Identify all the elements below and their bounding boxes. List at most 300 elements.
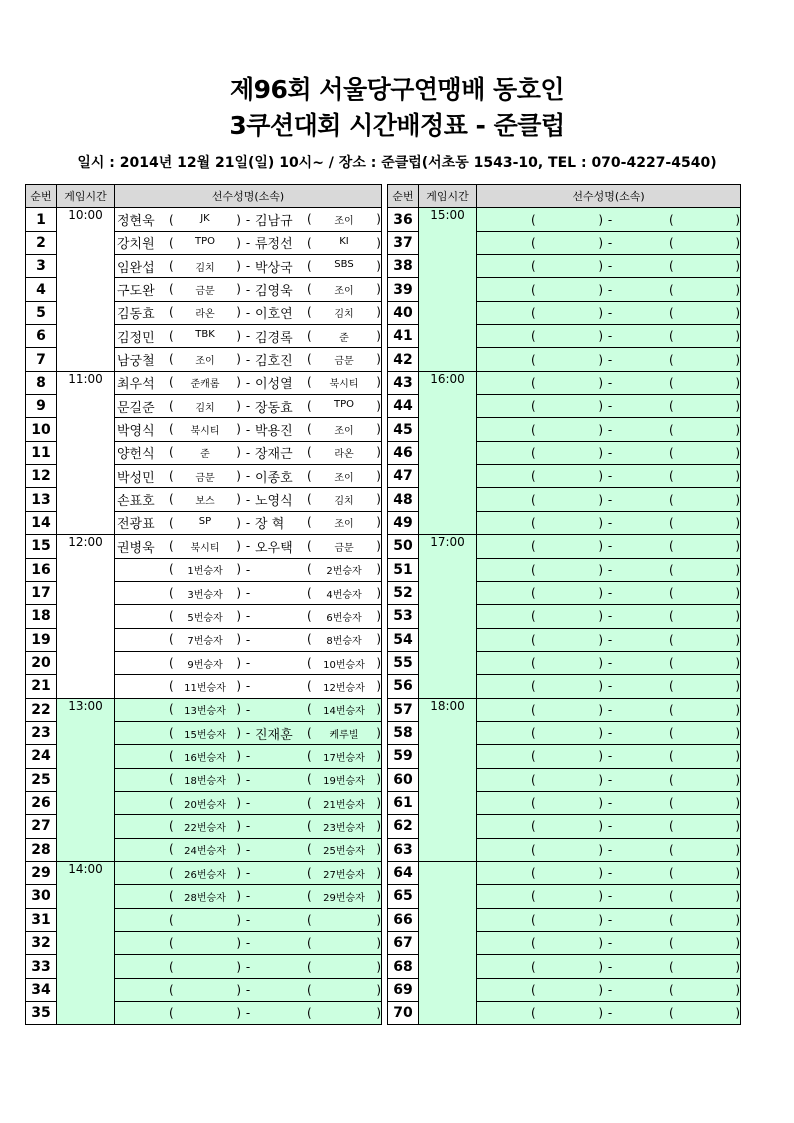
player-2-club (669, 516, 740, 530)
match-slot (477, 372, 740, 394)
match-slot (115, 675, 381, 697)
paren-close: ) (236, 585, 241, 600)
match-players (477, 348, 741, 371)
player-2-club (669, 376, 740, 390)
player-1-club (169, 492, 241, 507)
paren-open: ( (307, 702, 312, 717)
match-players (115, 932, 382, 955)
paren-close: ) (598, 259, 603, 274)
paren-open: ( (669, 586, 674, 601)
club-1: 보스 (195, 496, 215, 508)
player-1-club (169, 609, 241, 624)
versus-dash: - (607, 422, 613, 437)
match-players (115, 885, 382, 908)
match-players (115, 441, 382, 464)
match-slot (477, 769, 740, 791)
order-number: 6 (26, 325, 57, 348)
paren-close: ) (598, 726, 603, 741)
match-slot (115, 839, 381, 861)
paren-close: ) (376, 795, 381, 810)
order-number: 61 (388, 791, 419, 814)
table-row (26, 371, 382, 394)
paren-open: ( (169, 865, 174, 880)
match-players (115, 231, 382, 254)
paren-close: ) (598, 282, 603, 297)
paren-open: ( (669, 726, 674, 741)
paren-open: ( (669, 632, 674, 647)
player-2-club (669, 236, 740, 250)
player-1-club (531, 259, 603, 273)
versus-dash: - (245, 305, 251, 320)
paren-close: ) (735, 445, 740, 460)
paren-open: ( (169, 702, 174, 717)
player-2-club (669, 796, 740, 810)
club-1: 금문 (195, 286, 215, 298)
match-players (115, 348, 382, 371)
table-row (388, 861, 741, 884)
paren-open: ( (669, 866, 674, 881)
player-2-club (669, 493, 740, 507)
match-players (477, 605, 741, 628)
club-1: 20번승자 (184, 799, 226, 811)
paren-open: ( (531, 515, 536, 530)
paren-close: ) (735, 982, 740, 997)
versus-dash: - (607, 259, 613, 274)
versus-dash: - (607, 936, 613, 951)
paren-open: ( (169, 842, 174, 857)
club-2: 금문 (334, 542, 354, 554)
versus-dash: - (607, 819, 613, 834)
match-slot (477, 208, 740, 230)
paren-open: ( (307, 399, 312, 414)
match-players (477, 208, 741, 231)
versus-dash: - (607, 912, 613, 927)
player-1-club (169, 983, 241, 997)
versus-dash: - (245, 539, 251, 554)
versus-dash: - (245, 679, 251, 694)
order-number: 3 (26, 255, 57, 278)
player-2-club (307, 819, 381, 834)
paren-open: ( (169, 655, 174, 670)
match-players (115, 838, 382, 861)
paren-close: ) (236, 655, 241, 670)
player-2-club (307, 445, 381, 460)
paren-open: ( (169, 329, 174, 344)
match-slot (115, 1002, 381, 1024)
match-players (115, 395, 382, 418)
game-time: 16:00 (419, 371, 477, 534)
paren-close: ) (376, 399, 381, 414)
player-2-club (669, 866, 740, 880)
versus-dash: - (607, 539, 613, 554)
paren-close: ) (236, 702, 241, 717)
paren-close: ) (598, 796, 603, 811)
order-number: 18 (26, 605, 57, 628)
table-row (388, 371, 741, 394)
order-number: 39 (388, 278, 419, 301)
match-players (477, 815, 741, 838)
order-number: 8 (26, 371, 57, 394)
paren-open: ( (531, 305, 536, 320)
game-time: 12:00 (57, 535, 115, 698)
versus-dash: - (607, 679, 613, 694)
order-number: 55 (388, 651, 419, 674)
club-1: 조이 (195, 356, 215, 368)
order-number: 54 (388, 628, 419, 651)
match-players (477, 932, 741, 955)
club-1: 북시티 (190, 426, 220, 438)
match-players (115, 488, 382, 511)
player-2-club (307, 375, 381, 390)
paren-close: ) (236, 912, 241, 927)
paren-close: ) (735, 656, 740, 671)
versus-dash: - (245, 702, 251, 717)
game-time: 18:00 (419, 698, 477, 861)
game-time: 10:00 (57, 208, 115, 371)
club-1: 9번승자 (187, 659, 223, 671)
match-players (477, 558, 741, 581)
order-number: 17 (26, 581, 57, 604)
order-number: 15 (26, 535, 57, 558)
order-number: 24 (26, 745, 57, 768)
player-1-name: 양헌식 (117, 447, 155, 463)
match-slot (477, 979, 740, 1001)
club-2: 23번승자 (323, 822, 365, 834)
paren-open: ( (169, 212, 174, 227)
order-number: 48 (388, 488, 419, 511)
order-number: 56 (388, 675, 419, 698)
club-2: 8번승자 (326, 636, 362, 648)
paren-close: ) (735, 515, 740, 530)
player-2-name: 진재훈 (255, 727, 293, 743)
paren-open: ( (307, 212, 312, 227)
paren-open: ( (531, 375, 536, 390)
match-players (477, 488, 741, 511)
paren-open: ( (531, 842, 536, 857)
paren-open: ( (531, 889, 536, 904)
order-number: 67 (388, 932, 419, 955)
paren-open: ( (307, 959, 312, 974)
paren-open: ( (307, 772, 312, 787)
paren-open: ( (169, 375, 174, 390)
match-players (115, 651, 382, 674)
order-number: 4 (26, 278, 57, 301)
paren-open: ( (531, 749, 536, 764)
order-number: 10 (26, 418, 57, 441)
player-2-club (307, 539, 381, 554)
paren-close: ) (735, 259, 740, 274)
match-slot (477, 255, 740, 277)
player-1-club (169, 1006, 241, 1020)
match-players (115, 325, 382, 348)
paren-close: ) (735, 305, 740, 320)
match-slot (477, 839, 740, 861)
table-row (388, 698, 741, 721)
order-number: 36 (388, 208, 419, 231)
paren-close: ) (236, 235, 241, 250)
player-2-club (669, 889, 740, 903)
club-1: 1번승자 (187, 566, 223, 578)
versus-dash: - (607, 305, 613, 320)
versus-dash: - (245, 866, 251, 881)
match-slot (115, 325, 381, 347)
player-2-name: 이성열 (255, 377, 293, 393)
match-slot (115, 722, 381, 744)
match-players (477, 861, 741, 884)
order-number: 52 (388, 581, 419, 604)
player-2-club (669, 1006, 740, 1020)
paren-open: ( (307, 282, 312, 297)
order-number: 50 (388, 535, 419, 558)
club-2: 조이 (334, 426, 354, 438)
order-number: 20 (26, 651, 57, 674)
order-number: 63 (388, 838, 419, 861)
paren-open: ( (307, 492, 312, 507)
paren-open: ( (531, 679, 536, 694)
player-2-club (669, 423, 740, 437)
paren-open: ( (669, 282, 674, 297)
versus-dash: - (245, 212, 251, 227)
paren-open: ( (531, 422, 536, 437)
paren-close: ) (598, 445, 603, 460)
player-1-club (531, 306, 603, 320)
match-players (477, 418, 741, 441)
paren-open: ( (307, 818, 312, 833)
player-1-name: 남궁철 (117, 354, 155, 370)
order-number: 2 (26, 231, 57, 254)
paren-open: ( (307, 912, 312, 927)
match-slot (115, 278, 381, 300)
paren-open: ( (169, 795, 174, 810)
order-number: 33 (26, 955, 57, 978)
match-players (477, 745, 741, 768)
paren-open: ( (307, 795, 312, 810)
paren-close: ) (376, 912, 381, 927)
paren-open: ( (669, 469, 674, 484)
versus-dash: - (245, 772, 251, 787)
player-1-club (531, 819, 603, 833)
player-1-club (531, 656, 603, 670)
club-2: 27번승자 (323, 869, 365, 881)
order-number: 7 (26, 348, 57, 371)
paren-close: ) (735, 936, 740, 951)
paren-open: ( (307, 748, 312, 763)
versus-dash: - (245, 796, 251, 811)
paren-open: ( (307, 865, 312, 880)
paren-open: ( (169, 772, 174, 787)
paren-close: ) (598, 352, 603, 367)
paren-open: ( (669, 399, 674, 414)
versus-dash: - (607, 842, 613, 857)
paren-close: ) (236, 305, 241, 320)
match-players (477, 371, 741, 394)
paren-open: ( (531, 982, 536, 997)
player-2-club (307, 656, 381, 671)
paren-close: ) (236, 748, 241, 763)
paren-close: ) (236, 608, 241, 623)
versus-dash: - (607, 772, 613, 787)
paren-open: ( (169, 608, 174, 623)
player-1-club (169, 329, 241, 343)
paren-close: ) (376, 445, 381, 460)
paren-close: ) (376, 842, 381, 857)
match-players (477, 628, 741, 651)
paren-close: ) (598, 235, 603, 250)
player-1-club (531, 889, 603, 903)
versus-dash: - (245, 819, 251, 834)
paren-close: ) (598, 305, 603, 320)
paren-close: ) (376, 562, 381, 577)
paren-open: ( (669, 562, 674, 577)
paren-close: ) (735, 912, 740, 927)
club-2: 10번승자 (323, 659, 365, 671)
paren-close: ) (236, 842, 241, 857)
player-2-club (669, 656, 740, 670)
versus-dash: - (607, 982, 613, 997)
paren-close: ) (236, 492, 241, 507)
player-2-club (669, 259, 740, 273)
player-1-club (169, 866, 241, 881)
versus-dash: - (245, 259, 251, 274)
paren-close: ) (598, 469, 603, 484)
paren-close: ) (376, 375, 381, 390)
player-2-name: 김경록 (255, 330, 293, 346)
match-players (477, 955, 741, 978)
match-players (115, 581, 382, 604)
paren-open: ( (531, 819, 536, 834)
versus-dash: - (607, 796, 613, 811)
paren-open: ( (669, 1006, 674, 1021)
player-1-club (169, 562, 241, 577)
order-number: 58 (388, 721, 419, 744)
paren-close: ) (376, 702, 381, 717)
versus-dash: - (607, 212, 613, 227)
club-2: 김치 (334, 309, 354, 321)
paren-close: ) (236, 865, 241, 880)
paren-open: ( (669, 305, 674, 320)
paren-close: ) (376, 982, 381, 997)
player-1-club (169, 796, 241, 811)
match-slot (477, 862, 740, 884)
paren-open: ( (307, 655, 312, 670)
paren-open: ( (169, 445, 174, 460)
versus-dash: - (607, 469, 613, 484)
table-row (26, 698, 382, 721)
table-row (388, 535, 741, 558)
match-slot (477, 395, 740, 417)
player-1-club (531, 236, 603, 250)
match-players (477, 791, 741, 814)
match-players (477, 301, 741, 324)
paren-open: ( (307, 888, 312, 903)
match-players (115, 721, 382, 744)
paren-open: ( (169, 562, 174, 577)
player-2-club (307, 632, 381, 647)
paren-close: ) (735, 492, 740, 507)
player-1-name: 구도완 (117, 284, 155, 300)
order-number: 12 (26, 465, 57, 488)
player-1-name: 강치원 (117, 237, 155, 253)
match-slot (477, 955, 740, 977)
order-number: 5 (26, 301, 57, 324)
paren-close: ) (376, 888, 381, 903)
paren-open: ( (307, 235, 312, 250)
match-players (477, 581, 741, 604)
player-2-name: 류정선 (255, 237, 293, 253)
player-2-name: 김남규 (255, 214, 293, 230)
paren-open: ( (669, 912, 674, 927)
paren-close: ) (376, 655, 381, 670)
paren-close: ) (236, 445, 241, 460)
match-slot (477, 278, 740, 300)
player-2-club (307, 796, 381, 811)
player-2-club (307, 515, 381, 530)
match-slot (115, 769, 381, 791)
versus-dash: - (245, 492, 251, 507)
club-2: 조이 (334, 286, 354, 298)
match-players (115, 278, 382, 301)
player-1-name: 김동효 (117, 307, 155, 323)
club-2: 6번승자 (326, 612, 362, 624)
player-1-club (531, 703, 603, 717)
player-2-club (307, 399, 381, 413)
player-1-club (531, 1006, 603, 1020)
order-number: 23 (26, 721, 57, 744)
player-1-club (531, 376, 603, 390)
match-slot (115, 559, 381, 581)
match-slot (115, 745, 381, 767)
paren-open: ( (669, 842, 674, 857)
player-1-club (531, 960, 603, 974)
match-players (477, 698, 741, 721)
player-2-club (669, 819, 740, 833)
order-number: 14 (26, 511, 57, 534)
paren-close: ) (598, 586, 603, 601)
player-1-club (531, 493, 603, 507)
player-2-club (669, 913, 740, 927)
paren-open: ( (169, 235, 174, 250)
club-2: SBS (334, 259, 354, 271)
versus-dash: - (245, 889, 251, 904)
match-slot (115, 465, 381, 487)
paren-open: ( (307, 538, 312, 553)
paren-close: ) (376, 678, 381, 693)
match-players (115, 791, 382, 814)
player-1-club (169, 632, 241, 647)
player-2-club (669, 843, 740, 857)
paren-open: ( (307, 445, 312, 460)
versus-dash: - (245, 469, 251, 484)
club-1: 김치 (195, 402, 215, 414)
table-row (26, 208, 382, 231)
column-header-order: 순번 (26, 185, 57, 208)
paren-open: ( (531, 212, 536, 227)
order-number: 65 (388, 885, 419, 908)
player-2-club (669, 283, 740, 297)
versus-dash: - (245, 329, 251, 344)
club-2: 14번승자 (323, 706, 365, 718)
player-2-name: 노영식 (255, 494, 293, 510)
club-2: 조이 (334, 472, 354, 484)
match-slot (115, 535, 381, 557)
player-1-club (531, 539, 603, 553)
match-slot (477, 699, 740, 721)
order-number: 44 (388, 395, 419, 418)
order-number: 34 (26, 978, 57, 1001)
player-1-name: 정현욱 (117, 214, 155, 230)
match-players (115, 301, 382, 324)
paren-close: ) (236, 282, 241, 297)
